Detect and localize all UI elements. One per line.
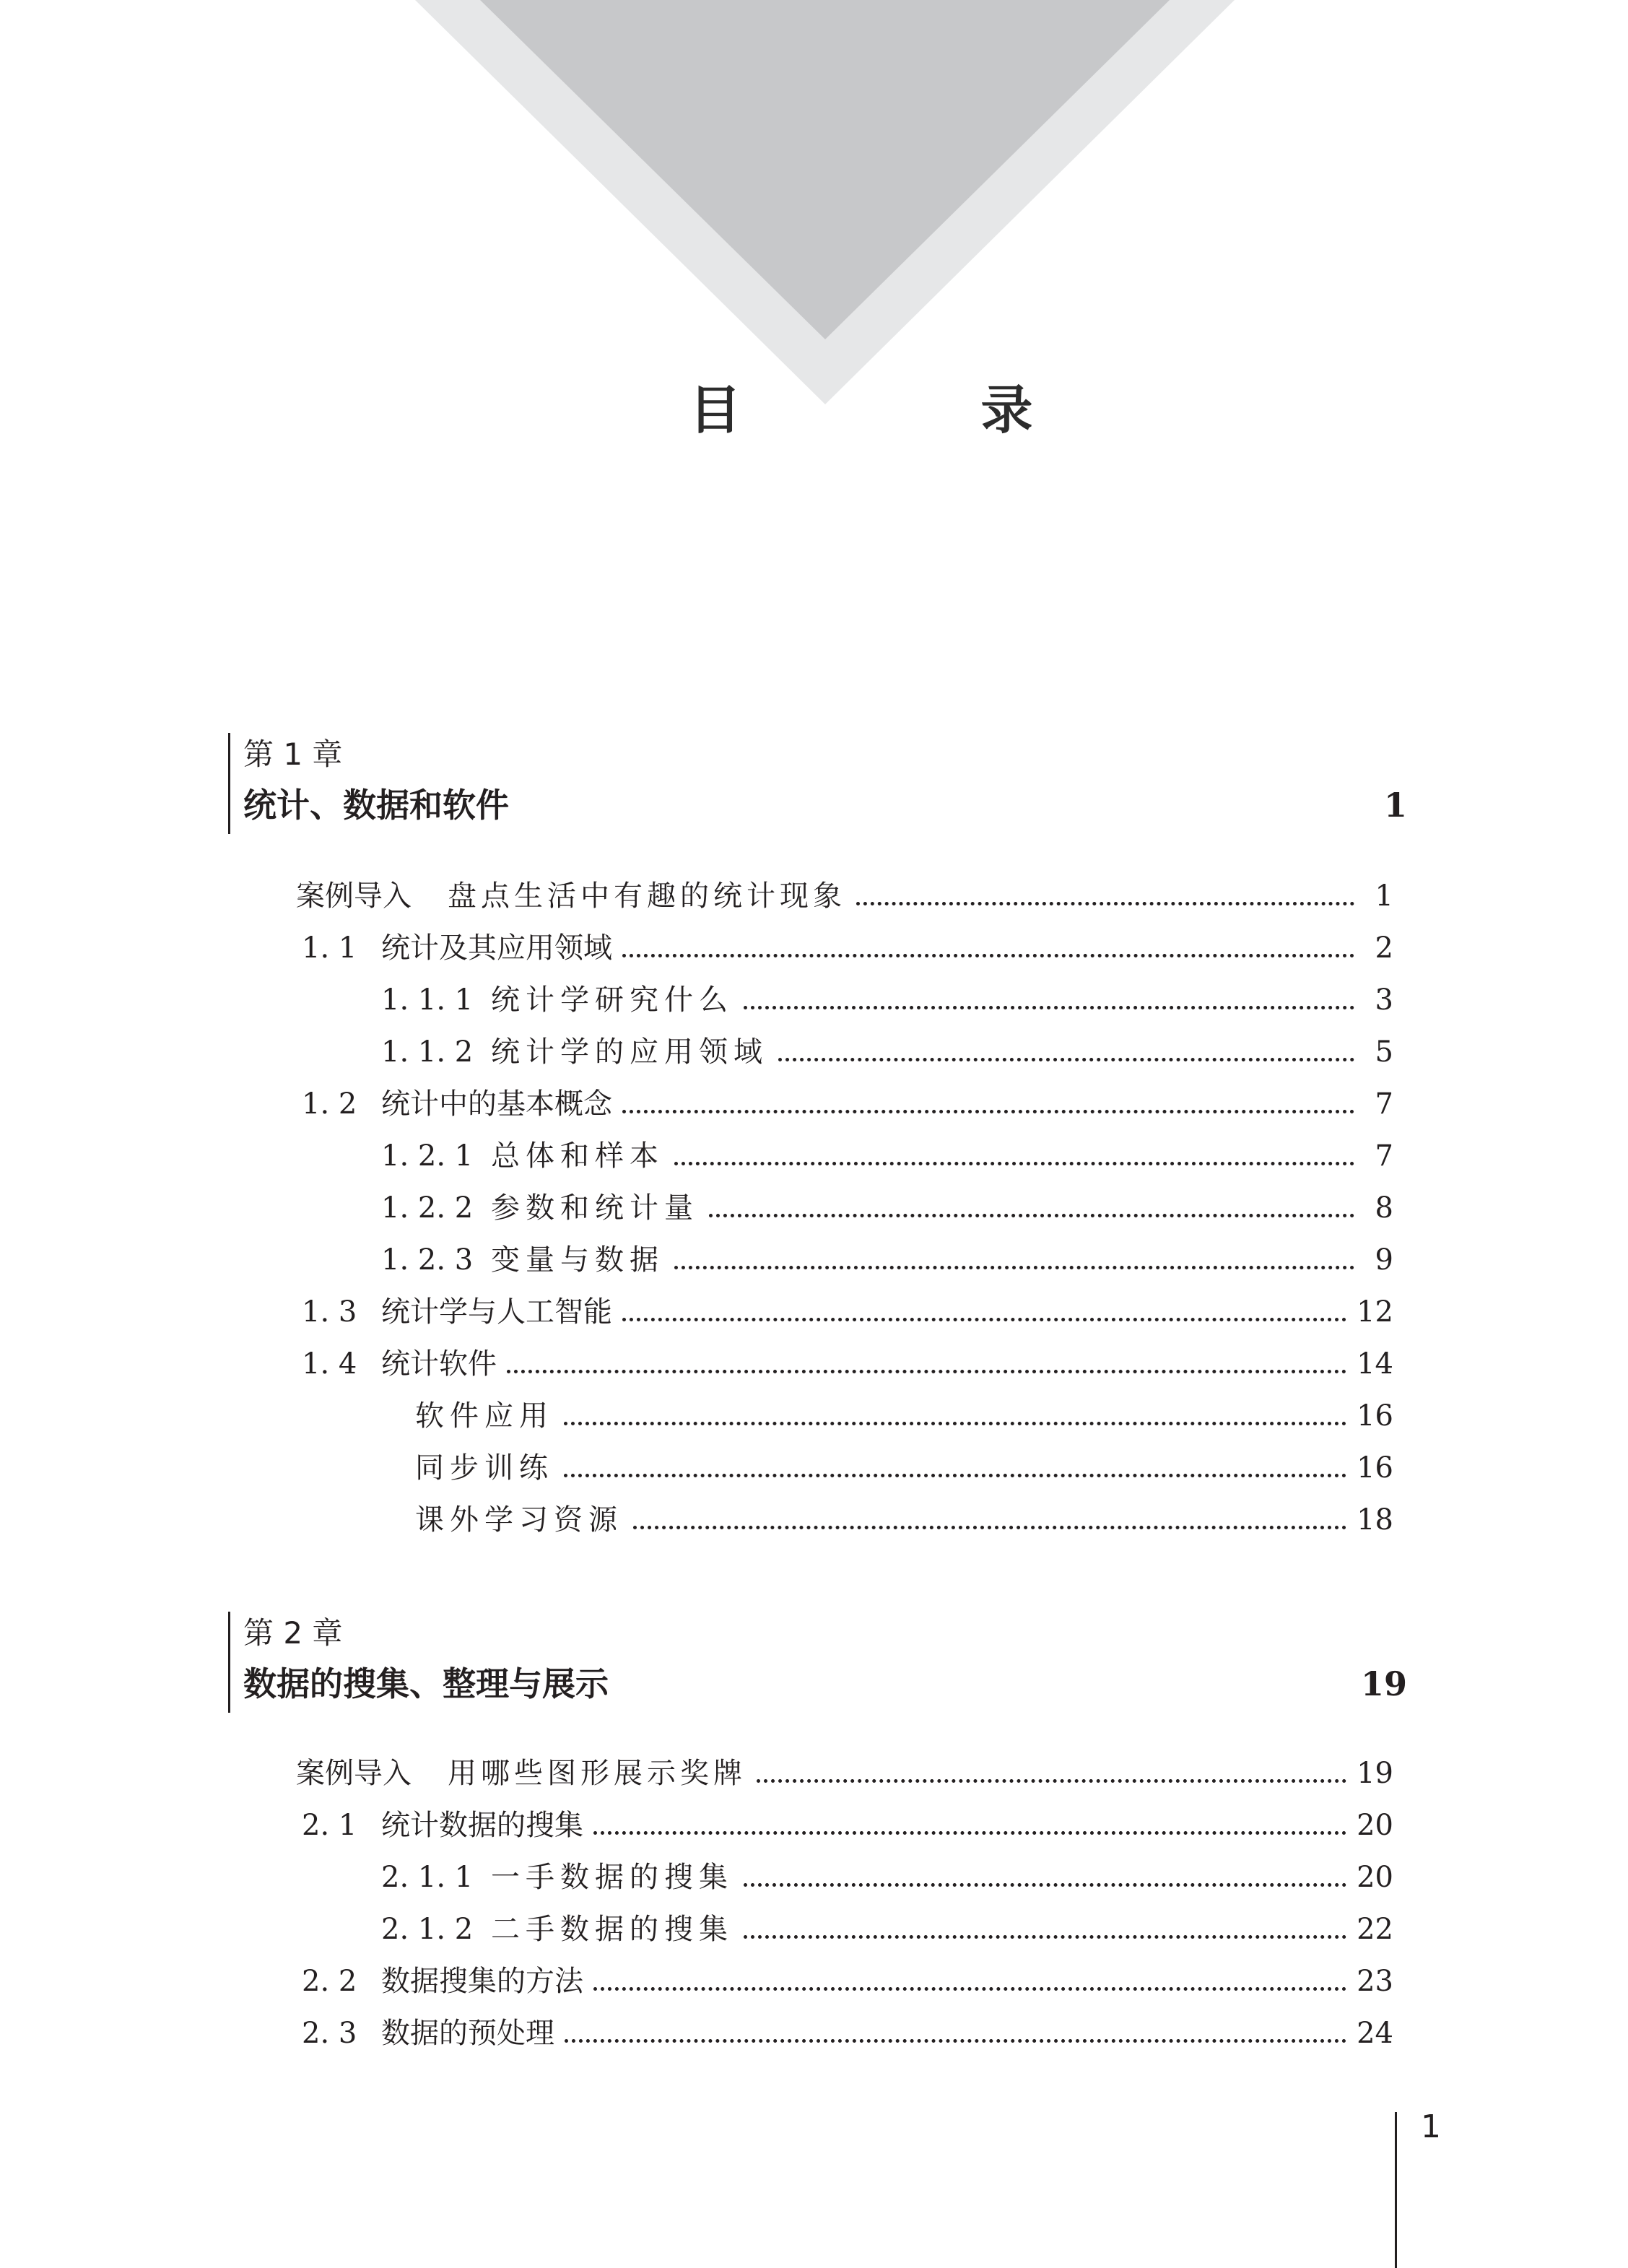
toc-entry-label: 变量与数据	[491, 1243, 664, 1277]
toc-entry-label: 同步训练	[415, 1451, 554, 1485]
toc-entry[interactable]	[381, 974, 1393, 1026]
toc-entry-page: 9	[1375, 1243, 1393, 1277]
toc-entry-label: 统计学的应用领域	[491, 1035, 768, 1069]
toc-entry-number: 2. 2	[302, 1965, 357, 1998]
toc-entry[interactable]	[302, 1955, 1393, 2007]
toc-entry-label: 统计学研究什么	[491, 983, 734, 1017]
toc-entry-number: 2. 3	[302, 2017, 357, 2050]
dot-leader	[856, 902, 1354, 905]
toc-entry-number: 2. 1. 2	[381, 1913, 474, 1946]
chapter-number: 第 1 章	[243, 737, 343, 772]
toc-entry-label: 软件应用	[415, 1399, 554, 1433]
dot-leader	[744, 1006, 1354, 1009]
toc-entry-number: 1. 2	[302, 1087, 357, 1121]
chapter-page: 1	[1383, 786, 1407, 825]
toc-entry-label: 统计中的基本概念	[381, 1087, 612, 1121]
dot-leader	[622, 1318, 1346, 1321]
toc-entry[interactable]	[296, 870, 1393, 922]
toc-entry-page: 16	[1357, 1399, 1393, 1433]
dot-leader	[564, 1474, 1346, 1477]
toc-entry[interactable]	[415, 1442, 1393, 1494]
toc-entry-label: 二手数据的搜集	[491, 1913, 734, 1946]
toc-entry[interactable]	[381, 1130, 1393, 1182]
toc-entry[interactable]	[296, 1747, 1393, 1799]
toc-entry-number: 1. 2. 2	[381, 1191, 474, 1225]
toc-entry-label: 统计数据的搜集	[381, 1809, 583, 1842]
dot-leader	[564, 1422, 1346, 1425]
dot-leader	[757, 1779, 1346, 1783]
toc-entry-page: 20	[1357, 1809, 1393, 1842]
toc-entry[interactable]	[302, 2007, 1393, 2059]
toc-entry[interactable]	[381, 1234, 1393, 1286]
page-title: 目 录	[689, 380, 1127, 440]
toc-entry-label: 统计学与人工智能	[381, 1295, 612, 1329]
toc-entry-label: 一手数据的搜集	[491, 1861, 734, 1894]
toc-entry-page: 24	[1357, 2017, 1393, 2050]
toc-entry[interactable]	[415, 1390, 1393, 1442]
toc-entry-label: 统计软件	[381, 1347, 497, 1381]
dot-leader	[744, 1935, 1346, 1939]
dot-leader	[622, 954, 1354, 957]
chapter-title: 统计、数据和软件	[243, 786, 509, 825]
dot-leader	[593, 1987, 1346, 1991]
dot-leader	[709, 1214, 1354, 1217]
toc-entry-page: 23	[1357, 1965, 1393, 1998]
page-number: 1	[1421, 2108, 1441, 2145]
chapter-page: 19	[1360, 1664, 1407, 1703]
toc-entry-number: 1. 1. 1	[381, 983, 474, 1017]
toc-entry-page: 14	[1357, 1347, 1393, 1381]
toc-entry-number: 案例导入	[296, 1757, 412, 1790]
toc-entry-label: 数据搜集的方法	[381, 1965, 583, 1998]
toc-entry[interactable]	[302, 1286, 1393, 1338]
chapter-1-heading	[228, 733, 1413, 834]
chapter-title: 数据的搜集、整理与展示	[243, 1664, 609, 1703]
toc-entry-number: 1. 1	[302, 931, 357, 965]
toc-entry-number: 2. 1	[302, 1809, 357, 1842]
dot-leader	[778, 1058, 1354, 1061]
toc-entry-page: 1	[1375, 879, 1393, 913]
toc-entry[interactable]	[381, 1903, 1393, 1955]
toc-entry-label: 统计及其应用领域	[381, 931, 612, 965]
toc-entry-page: 22	[1357, 1913, 1393, 1946]
toc-entry[interactable]	[381, 1182, 1393, 1234]
toc-entry[interactable]	[302, 1078, 1393, 1130]
dot-leader	[593, 1831, 1346, 1835]
toc-entry-number: 案例导入	[296, 879, 412, 913]
toc-entry-number: 1. 3	[302, 1295, 357, 1329]
toc-entry-page: 8	[1375, 1191, 1393, 1225]
toc-entry[interactable]	[415, 1494, 1393, 1546]
toc-entry-page: 12	[1357, 1295, 1393, 1329]
dot-leader	[507, 1370, 1346, 1373]
dot-leader	[565, 2039, 1346, 2043]
chapter-2-heading	[228, 1612, 1413, 1713]
toc-entry-number: 1. 4	[302, 1347, 357, 1381]
toc-entry-number: 1. 2. 3	[381, 1243, 474, 1277]
toc-entry-label: 用哪些图形展示奖牌	[448, 1757, 746, 1790]
dot-leader	[633, 1526, 1346, 1529]
toc-entry-page: 7	[1375, 1139, 1393, 1173]
toc-entry-page: 18	[1357, 1503, 1393, 1537]
page-number-rule	[1395, 2112, 1397, 2268]
toc-entry-number: 2. 1. 1	[381, 1861, 474, 1894]
toc-entry-number: 1. 2. 1	[381, 1139, 474, 1173]
dot-leader	[744, 1883, 1346, 1887]
toc-entry-page: 20	[1357, 1861, 1393, 1894]
toc-entry[interactable]	[302, 922, 1393, 974]
toc-entry-page: 3	[1375, 983, 1393, 1017]
toc-entry-number: 1. 1. 2	[381, 1035, 474, 1069]
toc-entry-label: 总体和样本	[491, 1139, 664, 1173]
toc-entry-page: 16	[1357, 1451, 1393, 1485]
toc-entry[interactable]	[381, 1851, 1393, 1903]
chapter-number: 第 2 章	[243, 1615, 343, 1651]
toc-entry-page: 7	[1375, 1087, 1393, 1121]
toc-entry[interactable]	[302, 1799, 1393, 1851]
toc-entry-page: 19	[1357, 1757, 1393, 1790]
toc-entry-label: 课外学习资源	[415, 1503, 623, 1537]
toc-entry-page: 2	[1375, 931, 1393, 965]
toc-entry-label: 数据的预处理	[381, 2017, 554, 2050]
toc-entry-page: 5	[1375, 1035, 1393, 1069]
dot-leader	[674, 1162, 1354, 1165]
dot-leader	[674, 1266, 1354, 1269]
toc-entry[interactable]	[381, 1026, 1393, 1078]
toc-entry-label: 参数和统计量	[491, 1191, 699, 1225]
toc-entry[interactable]	[302, 1338, 1393, 1390]
toc-entry-label: 盘点生活中有趣的统计现象	[448, 879, 846, 913]
dot-leader	[622, 1110, 1354, 1113]
